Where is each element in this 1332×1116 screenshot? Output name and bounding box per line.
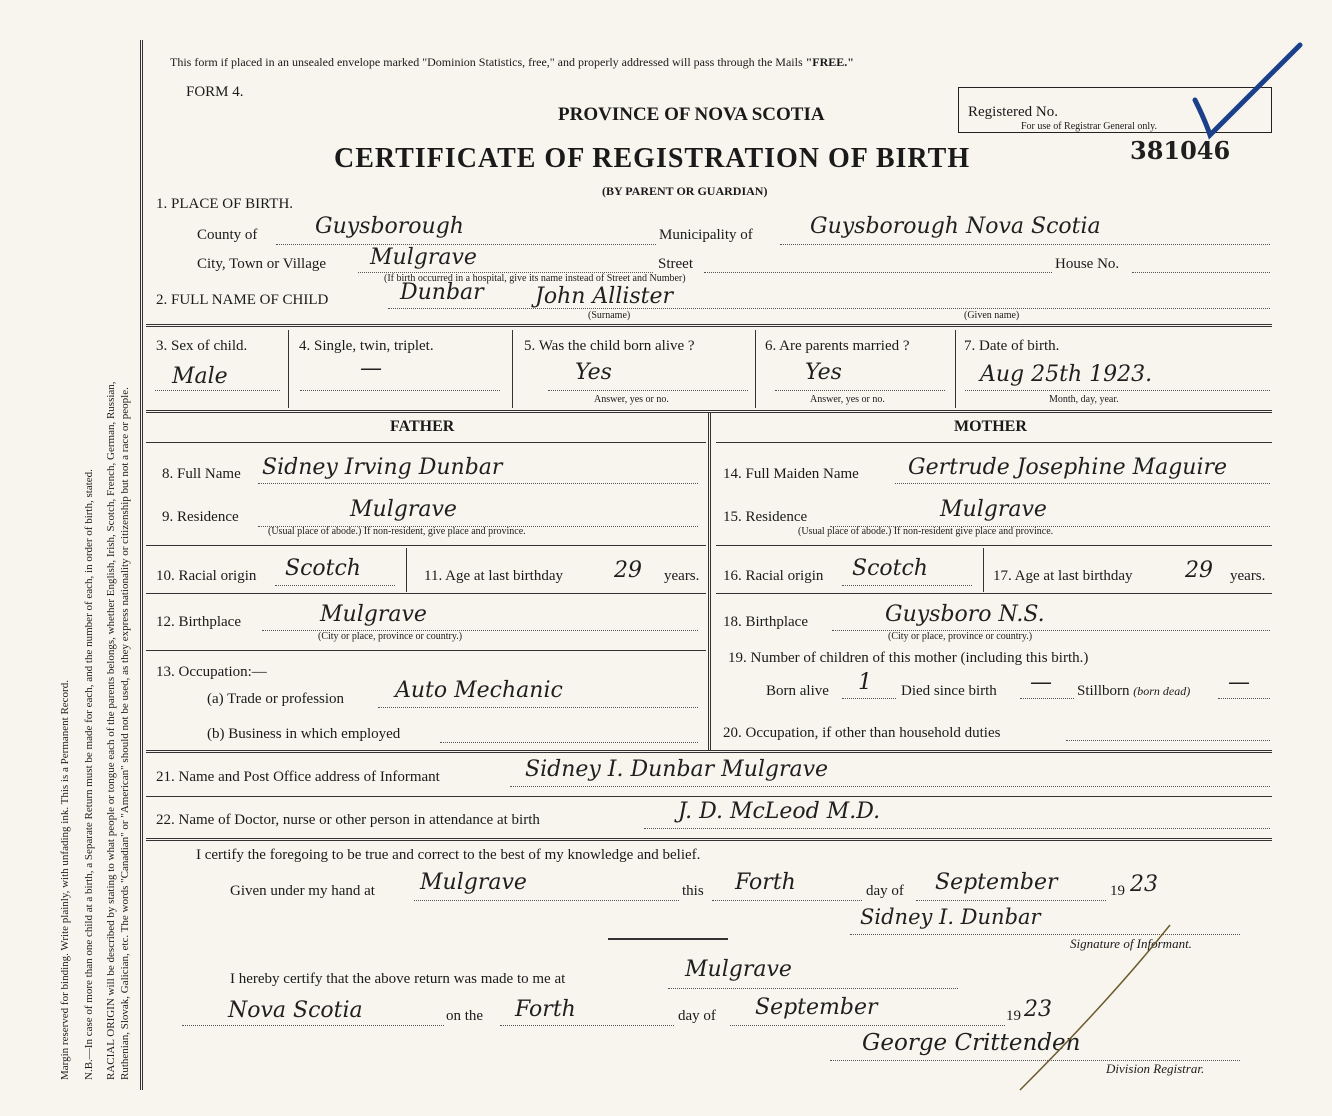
mail-notice	[170, 55, 854, 70]
mother-name-line	[895, 483, 1270, 484]
father-name-label: 8. Full Name	[162, 466, 241, 482]
father-res-label: 9. Residence	[162, 509, 239, 525]
dob-value: Aug 25th 1923.	[980, 362, 1153, 387]
born-alive-line	[842, 698, 896, 699]
father-name-value: Sidney Irving Dunbar	[262, 455, 503, 480]
margin-line-3: RACIAL ORIGIN will be described by stating to what people or tongue each of the parents belongs, whether English, Irish, Scotch, French, German, Russian,	[105, 381, 117, 1080]
pen-stroke-icon	[990, 920, 1190, 1100]
mother-occ-line	[1066, 740, 1270, 741]
informant-value: Sidney I. Dunbar Mulgrave	[525, 757, 829, 782]
informant-line	[510, 786, 1270, 787]
col-div-2	[512, 330, 513, 408]
registrar-place-line	[668, 988, 958, 989]
alive-line	[548, 390, 748, 391]
father-racial-line	[275, 585, 395, 586]
registrar-place-value: Mulgrave	[685, 957, 792, 982]
parents-divider	[708, 412, 711, 750]
informant-signature: Sidney I. Dunbar	[860, 905, 1041, 929]
died-label: Died since birth	[901, 683, 997, 699]
father-occ-label: 13. Occupation:—	[156, 664, 267, 680]
mother-racial-label: 16. Racial origin	[723, 568, 824, 584]
registrar-year-value: 23	[1024, 997, 1052, 1022]
certify-month-line	[916, 900, 1106, 901]
registrar-year-prefix: 19	[1006, 1008, 1021, 1024]
sex-line	[155, 390, 280, 391]
mother-name-value: Gertrude Josephine Maguire	[908, 455, 1228, 480]
registrar-place2-value: Nova Scotia	[228, 998, 363, 1023]
divider-3	[146, 750, 1272, 753]
child-given-name: John Allister	[535, 284, 674, 309]
stillborn-note: (born dead)	[1133, 684, 1191, 698]
municipality-label: Municipality of	[659, 227, 753, 243]
municipality-value: Guysborough Nova Scotia	[810, 214, 1101, 239]
stillborn-label-text: Stillborn	[1077, 683, 1130, 699]
father-rule-3	[146, 650, 706, 651]
child-name-label: 2. FULL NAME OF CHILD	[156, 292, 329, 308]
sex-value: Male	[172, 364, 228, 389]
certify-month-value: September	[935, 870, 1058, 895]
certify-year-value: 23	[1130, 872, 1158, 897]
registered-label: Registered No.	[968, 104, 1058, 120]
born-alive-label: Born alive	[766, 683, 829, 699]
dob-label: 7. Date of birth.	[964, 338, 1060, 354]
stillborn-line	[1218, 698, 1270, 699]
surname-note: (Surname)	[588, 310, 631, 321]
father-bp-label: 12. Birthplace	[156, 614, 241, 630]
page-subtitle: (BY PARENT OR GUARDIAN)	[602, 184, 768, 198]
informant-signature-label: Signature of Informant.	[1070, 936, 1192, 951]
on-the-label: on the	[446, 1008, 484, 1024]
house-label: House No.	[1055, 256, 1120, 272]
plural-label: 4. Single, twin, triplet.	[299, 338, 434, 354]
col-div-4	[955, 330, 956, 408]
certify-statement: I certify the foregoing to be true and correct to the best of my knowledge and belief.	[196, 847, 701, 863]
registrar-signature: George Crittenden	[862, 1030, 1081, 1056]
province-title: PROVINCE OF NOVA SCOTIA	[558, 104, 825, 125]
mother-res-label: 15. Residence	[723, 509, 808, 525]
alive-value: Yes	[575, 360, 612, 385]
alive-label: 5. Was the child born alive ?	[524, 338, 695, 354]
registrar-title: Division Registrar.	[1106, 1061, 1205, 1076]
col-div-3	[755, 330, 756, 408]
mother-racial-value: Scotch	[852, 556, 928, 581]
father-col-div	[406, 548, 407, 592]
mail-notice-text: This form if placed in an unsealed envelope marked "Dominion Statistics, free," and properly addressed will pass through the Mails	[170, 55, 803, 69]
house-line	[1132, 272, 1270, 273]
col-div-1	[288, 330, 289, 408]
father-name-line	[258, 483, 698, 484]
mother-rule-1	[716, 545, 1272, 546]
mother-occ-label: 20. Occupation, if other than household duties	[723, 725, 1001, 741]
father-rule-1	[146, 545, 706, 546]
mother-heading: MOTHER	[954, 418, 1027, 435]
mother-rule-2	[716, 593, 1272, 594]
child-surname: Dunbar	[400, 280, 484, 305]
doctor-line	[644, 828, 1270, 829]
born-alive-value: 1	[858, 670, 872, 695]
registrar-day-value: Forth	[515, 997, 576, 1022]
father-trade-label: (a) Trade or profession	[207, 691, 345, 707]
form-number: FORM 4.	[186, 84, 244, 100]
city-value: Mulgrave	[370, 245, 477, 270]
registrar-day-of-label: day of	[678, 1008, 716, 1024]
father-business-line	[440, 742, 698, 743]
hospital-note: (If birth occurred in a hospital, give its name instead of Street and Number)	[384, 273, 686, 284]
registrar-statement: I hereby certify that the above return was made to me at	[230, 971, 566, 987]
doctor-label: 22. Name of Doctor, nurse or other person in attendance at birth	[156, 812, 540, 828]
divider-5	[146, 838, 1272, 841]
margin-line-1: Margin reserved for binding. Write plainly, with unfading ink. This is a Permanent Record.	[59, 680, 71, 1080]
registrar-place2-line	[182, 1025, 444, 1026]
father-age-label: 11. Age at last birthday	[424, 568, 563, 584]
mother-bp-note: (City or place, province or country.)	[888, 631, 1033, 642]
margin-line-4: Ruthenian, Slovak, Galician, etc. The words "Canadian" or "American" should not be used, as they express nationality or citizenship but not a race or people.	[119, 387, 131, 1080]
mother-children-label: 19. Number of children of this mother (including this birth.)	[728, 650, 1089, 666]
mail-free: "FREE."	[805, 55, 854, 69]
registrar-day-line	[500, 1025, 674, 1026]
father-rule-2	[146, 593, 706, 594]
plural-line	[300, 390, 500, 391]
stillborn-value: —	[1228, 670, 1250, 695]
county-value: Guysborough	[315, 214, 464, 239]
doctor-value: J. D. McLeod M.D.	[678, 799, 881, 824]
day-of-label: day of	[866, 883, 904, 899]
father-res-value: Mulgrave	[350, 497, 457, 522]
this-day-line	[712, 900, 862, 901]
father-racial-label: 10. Racial origin	[156, 568, 257, 584]
divider-4	[146, 796, 1272, 797]
certify-year-prefix: 19	[1110, 883, 1125, 899]
informant-label: 21. Name and Post Office address of Informant	[156, 769, 440, 785]
mother-col-div	[983, 548, 984, 592]
alive-note: Answer, yes or no.	[594, 394, 669, 405]
married-value: Yes	[805, 360, 842, 385]
stillborn-label	[1077, 683, 1190, 700]
died-line	[1020, 698, 1074, 699]
mother-abode-note: (Usual place of abode.) If non-resident give place and province.	[798, 526, 1054, 537]
sex-label: 3. Sex of child.	[156, 338, 248, 354]
father-trade-value: Auto Mechanic	[395, 678, 563, 703]
child-name-line	[388, 308, 1270, 309]
county-label: County of	[197, 227, 258, 243]
registrar-month-line	[730, 1025, 1005, 1026]
city-label: City, Town or Village	[197, 256, 327, 272]
married-note: Answer, yes or no.	[810, 394, 885, 405]
given-name-note: (Given name)	[964, 310, 1020, 321]
given-place-line	[414, 900, 679, 901]
mother-bp-label: 18. Birthplace	[723, 614, 808, 630]
dob-note: Month, day, year.	[1049, 394, 1119, 405]
margin-line-2: N.B.—In case of more than one child at a birth, a Separate Return must be made for each, and the number of each, in order of birth, stated.	[83, 469, 95, 1080]
mother-racial-line	[842, 585, 972, 586]
mother-heading-rule	[716, 442, 1272, 443]
street-line	[704, 272, 1052, 273]
father-trade-line	[378, 707, 698, 708]
place-section-title: 1. PLACE OF BIRTH.	[156, 196, 294, 212]
given-under-label: Given under my hand at	[230, 883, 375, 899]
dob-line	[965, 390, 1270, 391]
registrar-month-value: September	[755, 995, 878, 1020]
died-value: —	[1030, 670, 1052, 695]
married-line	[775, 390, 945, 391]
page-title: CERTIFICATE OF REGISTRATION OF BIRTH	[334, 143, 971, 174]
mother-age-value: 29	[1185, 558, 1213, 583]
margin-rule	[140, 40, 143, 1090]
plural-value: —	[360, 356, 382, 381]
father-business-label: (b) Business in which employed	[207, 726, 401, 742]
father-racial-value: Scotch	[285, 556, 361, 581]
father-heading: FATHER	[390, 418, 455, 435]
father-years: years.	[664, 568, 700, 584]
married-label: 6. Are parents married ?	[765, 338, 910, 354]
mother-name-label: 14. Full Maiden Name	[723, 466, 859, 482]
mother-res-value: Mulgrave	[940, 497, 1047, 522]
father-abode-note: (Usual place of abode.) If non-resident, give place and province.	[268, 526, 526, 537]
this-label: this	[682, 883, 704, 899]
father-heading-rule	[146, 442, 706, 443]
check-mark-icon	[1190, 40, 1310, 140]
father-bp-note: (City or place, province or country.)	[318, 631, 463, 642]
divider-1	[146, 324, 1272, 327]
given-place-value: Mulgrave	[420, 870, 527, 895]
father-age-value: 29	[614, 558, 642, 583]
registered-number: 381046	[1130, 136, 1231, 165]
registrar-use-note: For use of Registrar General only.	[1021, 121, 1157, 132]
this-day-value: Forth	[735, 870, 796, 895]
municipality-line	[780, 244, 1270, 245]
mother-years: years.	[1230, 568, 1266, 584]
mother-bp-value: Guysboro N.S.	[885, 602, 1045, 627]
center-rule	[608, 938, 728, 940]
father-bp-value: Mulgrave	[320, 602, 427, 627]
mother-age-label: 17. Age at last birthday	[993, 568, 1133, 584]
street-label: Street	[658, 256, 693, 272]
